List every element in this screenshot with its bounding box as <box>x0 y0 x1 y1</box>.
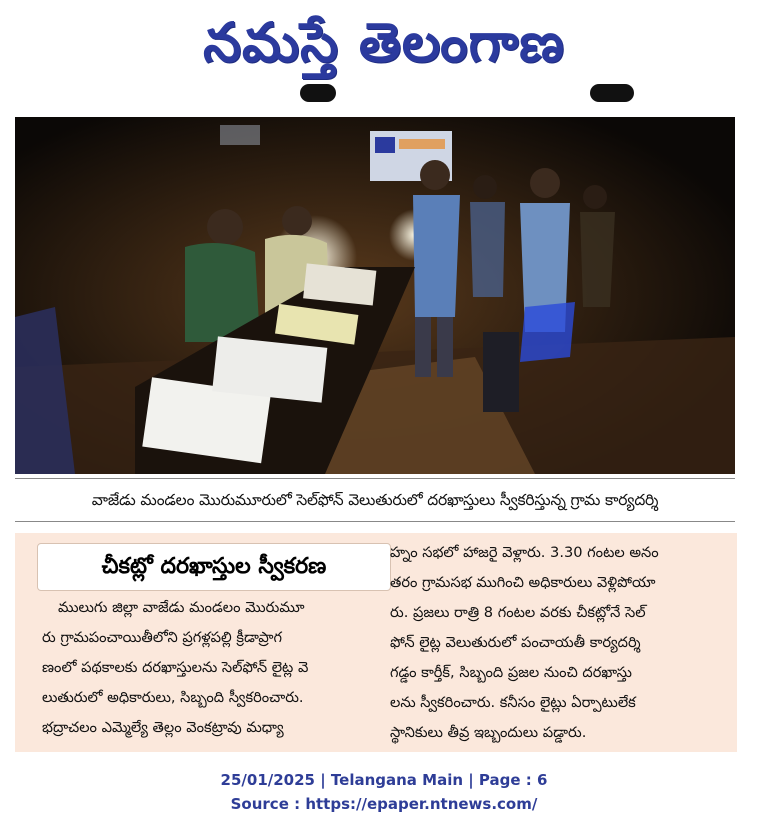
masthead-underline-right <box>590 84 634 102</box>
footer-date-page: 25/01/2025 | Telangana Main | Page : 6 <box>220 771 548 789</box>
article-line: స్థానికులు తీవ్ర ఇబ్బందులు పడ్డారు. <box>390 724 587 741</box>
masthead <box>0 0 768 108</box>
article-headline: చీకట్లో దరఖాస్తుల స్వీకరణ <box>37 543 391 591</box>
article-line: హ్నం సభలో హాజరై వెళ్లారు. 3.30 గంటల అనం <box>390 544 659 561</box>
article-line: తరం గ్రామసభ ముగించి అధికారులు వెళ్లిపోయా <box>390 574 656 591</box>
masthead-underline-left <box>300 84 336 102</box>
article-column-left <box>42 593 387 743</box>
article-line: భద్రాచలం ఎమ్మెల్యే తెల్లం వెంకట్రావు మధ్యా <box>42 719 284 736</box>
source-footer <box>0 768 768 816</box>
article-line: ఫోన్ లైట్ల వెలుతురులో పంచాయతీ కార్యదర్శి <box>390 634 641 651</box>
article-line: లుతురులో అధికారులు, సిబ్బంది స్వీకరించారు. <box>42 689 304 706</box>
news-photo <box>15 117 735 474</box>
article-column-right <box>390 538 726 748</box>
masthead-title: నమస్తే తెలంగాణ <box>203 11 565 74</box>
article-line: లను స్వీకరించారు. కనీసం లైట్లు ఏర్పాటులేక <box>390 694 636 711</box>
article-line: రు. ప్రజలు రాత్రి 8 గంటల వరకు చీకట్లోనే సెల్ <box>390 604 646 621</box>
photo-caption: వాజేడు మండలం మొరుమూరులో సెల్‌ఫోన్ వెలుతురులో దరఖాస్తులు స్వీకరిస్తున్న గ్రామ కార్యదర్శి <box>15 478 735 522</box>
photo-icon <box>15 117 735 474</box>
footer-source: Source : https://epaper.ntnews.com/ <box>230 795 538 813</box>
article-line: ణంలో పథకాలకు దరఖాస్తులను సెల్‌ఫోన్ లైట్ల వె <box>42 659 309 676</box>
article-line: ములుగు జిల్లా వాజేడు మండలం మొరుమూ <box>58 599 305 616</box>
article-box <box>15 533 737 752</box>
article-line: రు గ్రామపంచాయితీలోని ప్రగళ్లపల్లి క్రీడాప్రాగ <box>42 629 282 646</box>
article-line: గడ్డం కార్తీక్, సిబ్బంది ప్రజల నుంచి దరఖాస్తు <box>390 664 632 681</box>
